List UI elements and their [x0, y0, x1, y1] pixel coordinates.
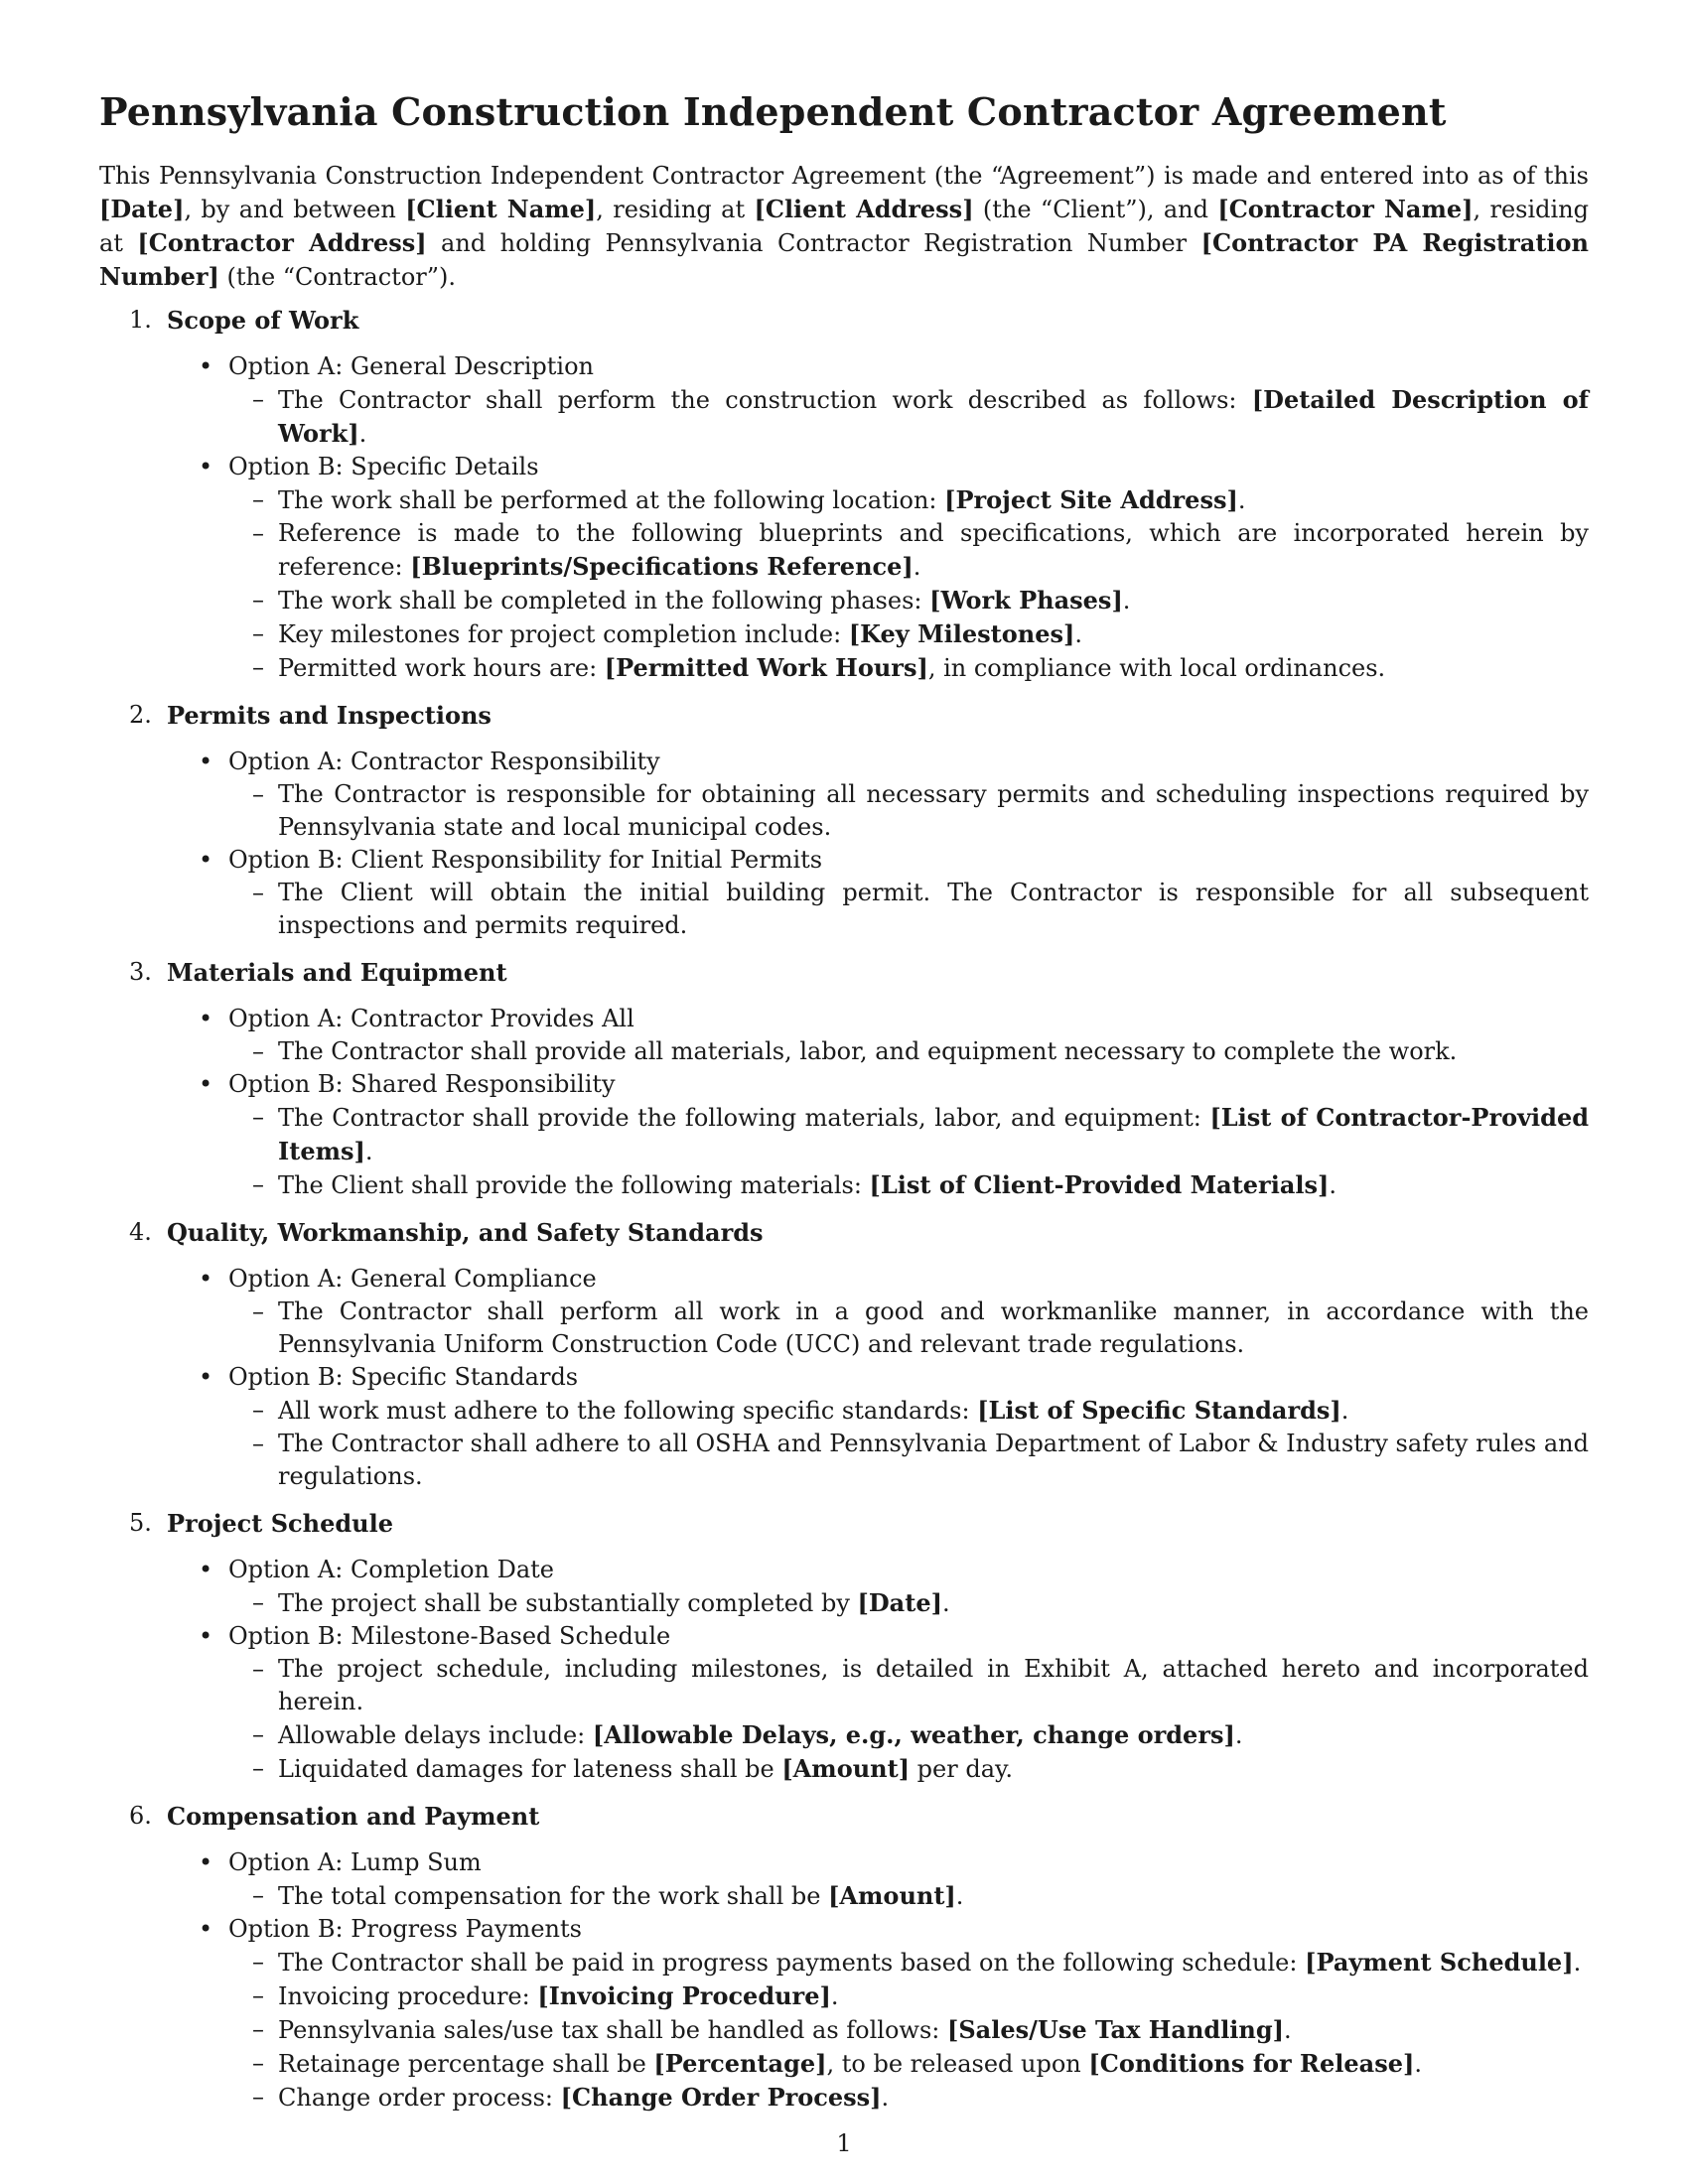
- client-address-placeholder: [Client Address]: [754, 195, 974, 224]
- option-b: • Option B: Specific Standards: [99, 1361, 1589, 1394]
- placeholder-field: [Blueprints/Specifications Reference]: [410, 552, 914, 582]
- dash-glyph: –: [252, 2083, 264, 2112]
- option-a: • Option A: General Compliance: [99, 1263, 1589, 1296]
- option-b: • Option B: Client Responsibility for Initial Permits: [99, 844, 1589, 877]
- option-a: • Option A: Completion Date: [99, 1554, 1589, 1586]
- option-b: • Option B: Milestone-Based Schedule: [99, 1620, 1589, 1653]
- clause: – Liquidated damages for lateness shall be [Amount] per day.: [252, 1754, 1014, 1784]
- dash-glyph: –: [252, 385, 264, 414]
- clause: – Retainage percentage shall be [Percentage], to be released upon [Conditions for Release].: [252, 2049, 1422, 2079]
- placeholder-field: [Sales/Use Tax Handling]: [946, 2015, 1285, 2045]
- section-heading: 6. Compensation and Payment: [129, 1802, 540, 1832]
- dash-glyph: –: [252, 780, 264, 809]
- option-b: • Option B: Progress Payments: [99, 1913, 1589, 1946]
- clause: – The Contractor shall perform all work in a good and workmanlike manner, in accordance with the Pennsylvania Uniform Construction Code (UCC) and relevant trade regulations.: [252, 1297, 1589, 1359]
- bullet-glyph: •: [199, 1556, 213, 1584]
- section-heading: 3. Materials and Equipment: [129, 958, 507, 988]
- bullet-glyph: •: [199, 1005, 213, 1033]
- placeholder-field: [Date]: [857, 1588, 942, 1618]
- dash-glyph: –: [252, 1297, 264, 1326]
- dash-glyph: –: [252, 879, 264, 907]
- placeholder-field: [List of Contractor-Provided Items]: [278, 1103, 1590, 1166]
- dash-glyph: –: [252, 1754, 264, 1783]
- dash-glyph: –: [252, 1396, 264, 1425]
- clause: – The Contractor shall adhere to all OSHA and Pennsylvania Department of Labor & Industry safety rules and regulations.: [252, 1430, 1589, 1491]
- clause: – The work shall be performed at the following location: [Project Site Address].: [252, 485, 1246, 515]
- date-placeholder: [Date]: [99, 195, 185, 224]
- clause: – Reference is made to the following blueprints and specifications, which are incorporated herein by reference: [Blueprints/Specifications Reference].: [252, 519, 1589, 582]
- client-name-placeholder: [Client Name]: [405, 195, 597, 224]
- dash-glyph: –: [252, 1170, 264, 1199]
- bullet-glyph: •: [199, 352, 213, 381]
- intro-paragraph: This Pennsylvania Construction Independent Contractor Agreement (the “Agreement”) is made and entered into as of this [Date], by and between [Client Name], residing at [Client Address] (the “Client”), and [Contractor Name], residing at [Contractor Address] and holding Pennsylvania Contractor Registration Number [Contractor PA Registration Number] (the “Contractor”).: [99, 162, 1590, 292]
- clause: – The Contractor shall provide all materials, labor, and equipment necessary to complete the work.: [99, 1035, 1589, 1068]
- document-page: [99, 87, 1589, 2128]
- clause: – Change order process: [Change Order Process].: [252, 2083, 890, 2113]
- placeholder-field: [Amount]: [828, 1881, 956, 1911]
- clause: – The Contractor shall provide the following materials, labor, and equipment: [List of Contractor-Provided Items].: [252, 1103, 1590, 1166]
- section-heading: 1. Scope of Work: [129, 306, 359, 336]
- placeholder-field: [Project Site Address]: [944, 485, 1238, 515]
- section-heading: 4. Quality, Workmanship, and Safety Standards: [129, 1218, 764, 1248]
- dash-glyph: –: [252, 519, 264, 548]
- placeholder-field: [Amount]: [781, 1754, 911, 1784]
- option-b: • Option B: Shared Responsibility: [99, 1068, 1589, 1101]
- option-a: • Option A: Contractor Responsibility: [99, 746, 1589, 778]
- bullet-glyph: •: [199, 1265, 213, 1294]
- bullet-glyph: •: [199, 1363, 213, 1392]
- page-number: 1: [836, 2129, 852, 2157]
- dash-glyph: –: [252, 1430, 264, 1458]
- dash-glyph: –: [252, 1881, 264, 1910]
- dash-glyph: –: [252, 1588, 264, 1617]
- placeholder-field: [List of Client-Provided Materials]: [869, 1170, 1330, 1200]
- section-materials-and-equipment: [99, 956, 1589, 1202]
- clause: – The total compensation for the work shall be [Amount].: [252, 1881, 964, 1911]
- placeholder-field: [Permitted Work Hours]: [604, 653, 928, 683]
- placeholder-field: [Key Milestones]: [848, 619, 1075, 649]
- dash-glyph: –: [252, 485, 264, 514]
- clause: – Key milestones for project completion include: [Key Milestones].: [252, 619, 1082, 649]
- section-project-schedule: [99, 1507, 1589, 1786]
- bullet-glyph: •: [199, 453, 213, 481]
- clause: – Permitted work hours are: [Permitted Work Hours], in compliance with local ordinances.: [252, 653, 1386, 683]
- bullet-glyph: •: [199, 846, 213, 875]
- clause: – Pennsylvania sales/use tax shall be handled as follows: [Sales/Use Tax Handling].: [252, 2015, 1292, 2045]
- placeholder-field: [Change Order Process]: [560, 2083, 882, 2113]
- dash-glyph: –: [252, 1981, 264, 2010]
- option-a: • Option A: Contractor Provides All: [99, 1003, 1589, 1035]
- contractor-name-placeholder: [Contractor Name]: [1217, 195, 1474, 224]
- clause: – The Contractor shall be paid in progress payments based on the following schedule: [Payment Schedule].: [252, 1948, 1582, 1978]
- placeholder-field: [Work Phases]: [929, 586, 1123, 615]
- section-quality-standards: [99, 1216, 1589, 1493]
- dash-glyph: –: [252, 586, 264, 614]
- placeholder-field: [List of Specific Standards]: [977, 1396, 1341, 1426]
- option-b: • Option B: Specific Details: [99, 451, 1589, 483]
- clause: – The work shall be completed in the following phases: [Work Phases].: [252, 586, 1131, 615]
- dash-glyph: –: [252, 1103, 264, 1132]
- placeholder-field: [Invoicing Procedure]: [537, 1981, 831, 2011]
- clause: – Invoicing procedure: [Invoicing Procedure].: [252, 1981, 839, 2011]
- bullet-glyph: •: [199, 1622, 213, 1651]
- dash-glyph: –: [252, 2049, 264, 2078]
- clause: – The Contractor is responsible for obtaining all necessary permits and scheduling inspections required by Pennsylvania state and local municipal codes.: [252, 780, 1589, 842]
- clause: – The Client shall provide the following materials: [List of Client-Provided Materials].: [252, 1170, 1336, 1200]
- clause: – The Client will obtain the initial building permit. The Contractor is responsible for all subsequent inspections and permits required.: [252, 879, 1589, 940]
- section-scope-of-work: [99, 304, 1589, 685]
- clause: – The project schedule, including milestones, is detailed in Exhibit A, attached hereto and incorporated herein.: [252, 1655, 1589, 1716]
- dash-glyph: –: [252, 653, 264, 682]
- option-a: • Option A: Lump Sum: [99, 1846, 1589, 1879]
- dash-glyph: –: [252, 2015, 264, 2044]
- registration-placeholder: [Contractor PA Registration Number]: [99, 228, 1589, 292]
- dash-glyph: –: [252, 1948, 264, 1977]
- placeholder-field: [Percentage]: [653, 2049, 827, 2079]
- dash-glyph: –: [252, 1655, 264, 1684]
- option-a: • Option A: General Description: [99, 350, 1589, 383]
- section-heading: 2. Permits and Inspections: [129, 701, 492, 731]
- contractor-address-placeholder: [Contractor Address]: [137, 228, 427, 258]
- section-permits-and-inspections: [99, 699, 1589, 942]
- placeholder-field: [Allowable Delays, e.g., weather, change orders]: [592, 1720, 1235, 1750]
- placeholder-field: [Conditions for Release]: [1088, 2049, 1415, 2079]
- placeholder-field: [Payment Schedule]: [1305, 1948, 1574, 1978]
- document-title: Pennsylvania Construction Independent Contractor Agreement: [99, 89, 1447, 134]
- clause: – The Contractor shall perform the construction work described as follows: [Detailed Description of Work].: [252, 385, 1589, 449]
- section-heading: 5. Project Schedule: [129, 1509, 393, 1539]
- bullet-glyph: •: [199, 1915, 213, 1944]
- dash-glyph: –: [252, 1720, 264, 1749]
- bullet-glyph: •: [199, 1070, 213, 1099]
- clause: – All work must adhere to the following specific standards: [List of Specific Standards].: [252, 1396, 1349, 1426]
- bullet-glyph: •: [199, 1848, 213, 1877]
- bullet-glyph: •: [199, 748, 213, 776]
- sections-list: [99, 304, 1589, 2115]
- clause: – The project shall be substantially completed by [Date].: [252, 1588, 950, 1618]
- placeholder-field: [Detailed Description of Work]: [278, 385, 1589, 449]
- dash-glyph: –: [252, 619, 264, 648]
- section-compensation-and-payment: [99, 1800, 1589, 2115]
- dash-glyph: –: [252, 1037, 264, 1066]
- clause: – Allowable delays include: [Allowable Delays, e.g., weather, change orders].: [252, 1720, 1243, 1750]
